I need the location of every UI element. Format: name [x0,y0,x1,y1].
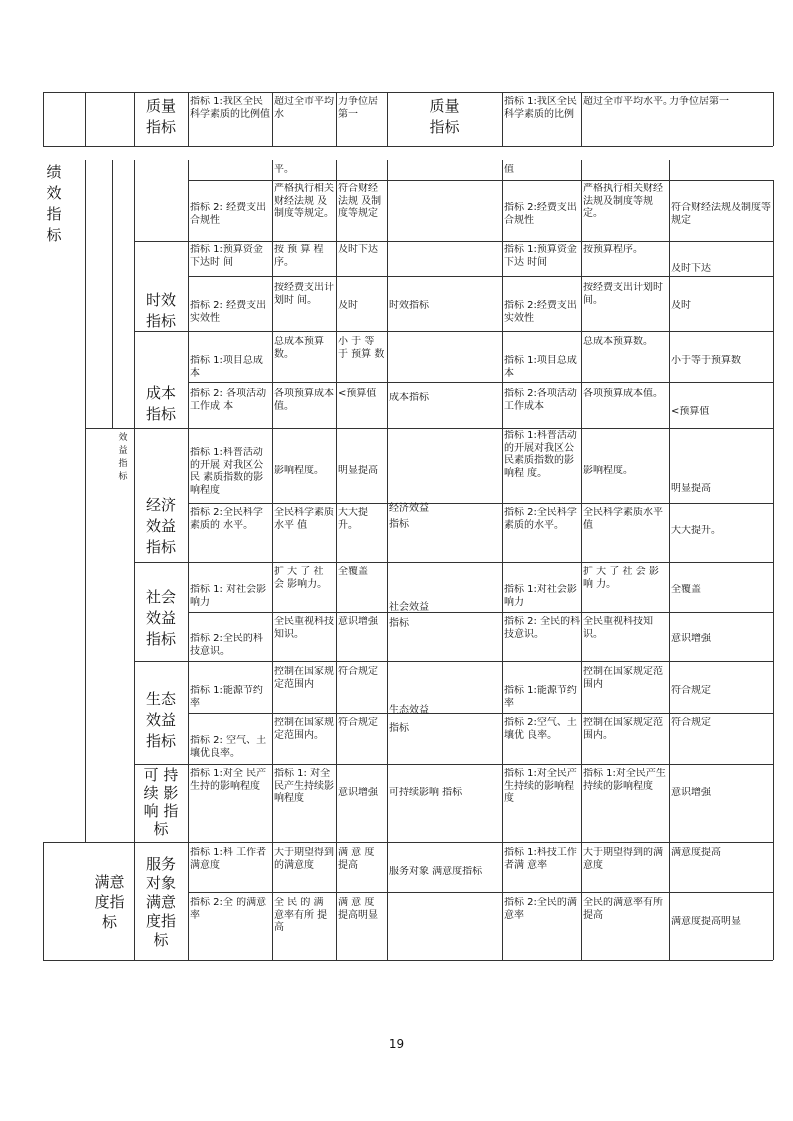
row-6-target: 明显提高 [338,465,378,476]
row-7-right-indicator: 指标 2:全民科学素质的水平。 [504,507,577,531]
row-7-mid-label: 经济效益 指标 [389,503,429,530]
row-3-target: 及时 [338,300,358,311]
row-3-desc: 按经费支出计划时 间。 [274,282,334,306]
row-13-target: 满 意 度 提高 [338,847,375,871]
row-10-indicator: 指标 1:能源节约率 [190,685,263,709]
row-8-desc: 扩 大 了 社 会 影响力。 [274,566,328,590]
row-11-mid-label: 生态效益 指标 [389,705,429,734]
row-11-right-desc: 控制在国家规定范围内。 [583,717,663,741]
row-1-desc: 严格执行相关财经法规 及制度等规定。 [274,183,334,219]
row-13-indicator: 指标 1:科 工作者满意度 [190,847,267,871]
row-0-desc: 平。 [274,164,294,175]
quality-indicator-1-target: 力争位居第一 [338,96,378,120]
row-5-right-indicator: 指标 2:各项活动工作成本 [504,388,577,412]
row-1-indicator: 指标 2: 经费支出合规性 [190,202,267,226]
row-12-target: 意识增强 [338,787,378,798]
row-10-desc: 控制在国家规定范围内 [274,666,334,690]
row-12-right-desc: 指标 1:对全民产生持续的影响程度 [583,768,666,792]
row-11-right-indicator: 指标 2:空气、土壤优 良率。 [504,717,577,741]
row-9-desc: 全民重视科技知识。 [274,616,334,640]
row-1-right-target: 符合财经法规及制度等规定 [671,202,771,226]
quality-indicator-1-right: 指标 1:我区全民科学素质的比例 [504,96,577,120]
row-8-right-indicator: 指标 1:对社会影响力 [504,584,577,608]
row-13-right-desc: 大于期望得到的满意度 [583,847,663,871]
row-5-target: <预算值 [338,388,377,399]
row-6-right-indicator: 指标 1:科普活动的开展对我区公民素质指数的影响程 度。 [504,430,577,479]
quality-indicator-1-desc: 超过全市平均 水 [274,96,334,120]
row-8-right-desc: 扩 大 了 社 会 影 响 力。 [583,566,659,590]
row-14-indicator: 指标 2:全 的满意率 [190,897,267,921]
row-9-right-desc: 全民重视科技知识。 [583,616,653,640]
row-8-indicator: 指标 1: 对社会影响力 [190,584,267,608]
row-3-mid-label: 时效指标 [389,300,429,311]
row-5-mid-label: 成本指标 [389,392,429,403]
row-4-right-desc: 总成本预算数。 [583,336,653,347]
row-4-right-target: 小于等于预算数 [671,355,741,366]
quality-indicator-1-right-target: 力争位居第一 [669,96,729,107]
row-11-right-target: 符合规定 [671,717,711,728]
row-9-target: 意识增强 [338,616,378,627]
social-benefit-category: 社会 效益 指标 [145,588,176,648]
row-9-right-indicator: 指标 2: 全民的科技意识。 [504,616,581,640]
row-14-right-indicator: 指标 2:全民的满意率 [504,897,577,921]
quality-indicator-1: 指标 1:我区全民科学素质的比例值 [190,96,270,120]
row-8-target: 全覆盖 [338,566,368,577]
row-4-desc: 总成本预算数。 [274,336,324,360]
row-14-desc: 全 民 的 满 意率有所 提高 [274,897,328,933]
row-12-right-indicator: 指标 1:对全民产生持续的影响程度 [504,768,577,804]
performance-indicators-label: 绩 效 指 标 [46,163,62,244]
row-6-indicator: 指标 1:科普活动的开展 对我区公民 素质指数的影响程度 [190,447,264,496]
row-3-right-target: 及时 [671,300,691,311]
row-7-desc: 全民科学素质水平 值 [274,507,334,531]
row-13-right-target: 满意度提高 [671,847,721,858]
row-4-right-indicator: 指标 1:项目总成本 [504,355,577,379]
row-5-desc: 各项预算成本值。 [274,388,334,412]
row-3-indicator: 指标 2: 经费支出实效性 [190,300,267,324]
quality-indicator-1-right-desc: 超过全市平均水平。 [583,96,673,107]
row-5-indicator: 指标 2: 各项活动工作成 本 [190,388,267,412]
row-0-right-indicator: 值 [504,164,514,175]
row-11-target: 符合规定 [338,717,378,728]
row-2-right-indicator: 指标 1:预算资金下达 时间 [504,244,577,268]
row-12-desc: 指标 1: 对全民产生持续影响程度 [274,768,334,804]
row-9-indicator: 指标 2:全民的科技意识。 [190,633,263,657]
row-7-target: 大大提升。 [338,507,368,531]
quality-category-right: 质量 指标 [429,97,460,136]
row-3-right-desc: 按经费支出计划时间。 [583,282,663,306]
satisfaction-indicators-label: 满意 度指 标 [94,873,125,931]
page-number: 19 [388,1037,405,1051]
row-4-indicator: 指标 1:项目总成本 [190,355,263,379]
row-4-target: 小 于 等 于 预算 数 [338,336,385,360]
row-2-indicator: 指标 1:预算资金下达时 间 [190,244,263,268]
row-2-target: 及时下达 [338,244,378,255]
row-12-mid-label: 可持续影响 指标 [389,787,463,798]
row-2-right-desc: 按预算程序。 [583,244,643,255]
row-2-right-target: 及时下达 [671,263,711,274]
service-satisfaction-category: 服务 对象 满意 度指 标 [145,855,176,949]
row-9-right-target: 意识增强 [671,633,711,644]
row-13-right-indicator: 指标 1:科技工作者满 意率 [504,847,577,871]
row-1-right-indicator: 指标 2:经费支出合规性 [504,202,577,226]
row-5-right-desc: 各项预算成本值。 [583,388,663,399]
row-1-right-desc: 严格执行相关财经法规及制度等规定。 [583,183,663,219]
row-3-right-indicator: 指标 2:经费支出实效性 [504,300,577,324]
row-12-indicator: 指标 1:对全 民产生持的影响程度 [190,768,267,792]
row-11-indicator: 指标 2: 空气、土壤优良率。 [190,735,267,759]
sustainable-impact-category: 可 持 续 影 响 指 标 [143,766,179,838]
row-9-mid-label: 社会效益 指标 [389,602,429,629]
row-14-right-desc: 全民的满意率有所提高 [583,897,663,921]
economic-benefit-category: 经济 效益 指标 [145,496,176,556]
row-1-target: 符合财经法规 及制度等规定 [338,183,382,219]
row-2-desc: 按 预 算 程 序。 [274,244,324,268]
row-6-right-target: 明显提高 [671,483,711,494]
timeliness-category: 时效 指标 [145,291,176,330]
benefit-indicators-label: 效 益 指 标 [118,433,128,482]
row-13-mid-label: 服务对象 满意度指标 [389,866,483,877]
row-8-right-target: 全覆盖 [671,584,701,595]
row-11-desc: 控制在国家规定范围内。 [274,717,334,741]
cost-category: 成本 指标 [145,384,176,423]
row-12-right-target: 意识增强 [671,787,711,798]
quality-category-left: 质量 指标 [145,97,176,136]
row-5-right-target: <预算值 [671,406,710,417]
row-14-right-target: 满意度提高明显 [671,916,741,927]
row-10-right-desc: 控制在国家规定范围内 [583,666,663,690]
row-7-indicator: 指标 2:全民科学素质的 水平。 [190,507,263,531]
row-7-right-target: 大大提升。 [671,525,721,536]
row-7-right-desc: 全民科学素质水平值 [583,507,663,531]
ecological-benefit-category: 生态 效益 指标 [145,690,176,750]
row-6-desc: 影响程度。 [274,465,324,476]
row-13-desc: 大于期望得到的满意度 [274,847,334,871]
row-14-target: 满 意 度 提高明显 [338,897,378,921]
row-6-right-desc: 影响程度。 [583,465,633,476]
row-10-target: 符合规定 [338,666,378,677]
row-10-right-target: 符合规定 [671,685,711,696]
row-10-right-indicator: 指标 1:能源节约率 [504,685,577,709]
